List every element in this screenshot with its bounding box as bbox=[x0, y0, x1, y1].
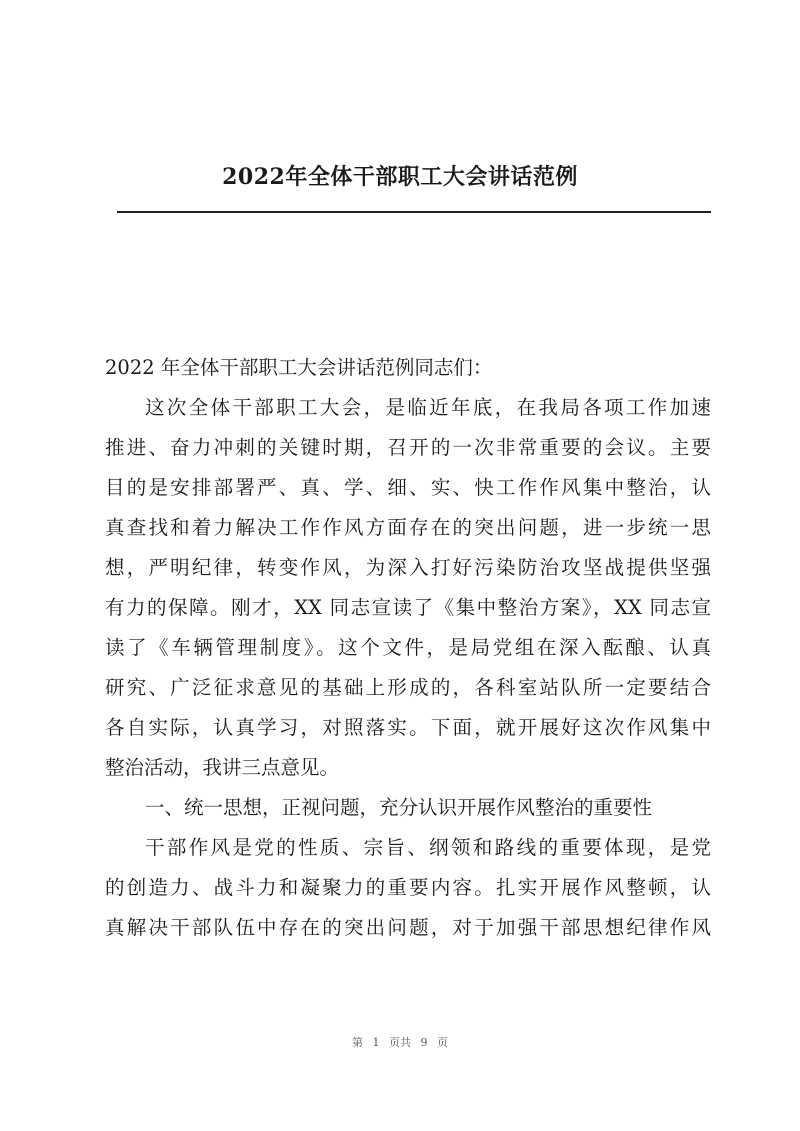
text-line: 整治活动，我讲三点意见。 bbox=[105, 756, 340, 779]
document-body bbox=[105, 348, 711, 948]
text-line: 的创造力、战斗力和凝聚力的重要内容。扎实开展作风整顿，认 bbox=[105, 876, 711, 899]
text-line: 2022 年全体干部职工大会讲话范例同志们： bbox=[105, 356, 493, 379]
text-line: 干部作风是党的性质、宗旨、纲领和路线的重要体现，是党 bbox=[145, 836, 711, 859]
text-line: 真查找和着力解决工作作风方面存在的突出问题，进一步统一思 bbox=[105, 516, 711, 539]
page-title: 2022年全体干部职工大会讲话范例 bbox=[222, 164, 578, 190]
title-underline bbox=[117, 211, 711, 213]
text-line: 这次全体干部职工大会，是临近年底，在我局各项工作加速 bbox=[145, 396, 711, 419]
text-line: 真解决干部队伍中存在的突出问题，对于加强干部思想纪律作风 bbox=[105, 916, 711, 939]
text-line: 研究、广泛征求意见的基础上形成的，各科室站队所一定要结合 bbox=[105, 676, 711, 699]
page-footer: 第 1 页共 9 页 bbox=[352, 1036, 448, 1049]
section-heading: 一、统一思想，正视问题，充分认识开展作风整治的重要性 bbox=[145, 796, 653, 819]
text-line: 推进、奋力冲刺的关键时期，召开的一次非常重要的会议。主要 bbox=[105, 436, 711, 459]
text-line: 读了《车辆管理制度》。这个文件，是局党组在深入酝酿、认真 bbox=[105, 636, 711, 659]
text-line: 目的是安排部署严、真、学、细、实、快工作作风集中整治，认 bbox=[105, 476, 711, 499]
text-line: 有力的保障。刚才，XX 同志宣读了《集中整治方案》，XX 同志宣 bbox=[105, 596, 711, 619]
text-line: 想，严明纪律，转变作风，为深入打好污染防治攻坚战提供坚强 bbox=[105, 556, 711, 579]
text-line: 各自实际，认真学习，对照落实。下面，就开展好这次作风集中 bbox=[105, 716, 711, 739]
